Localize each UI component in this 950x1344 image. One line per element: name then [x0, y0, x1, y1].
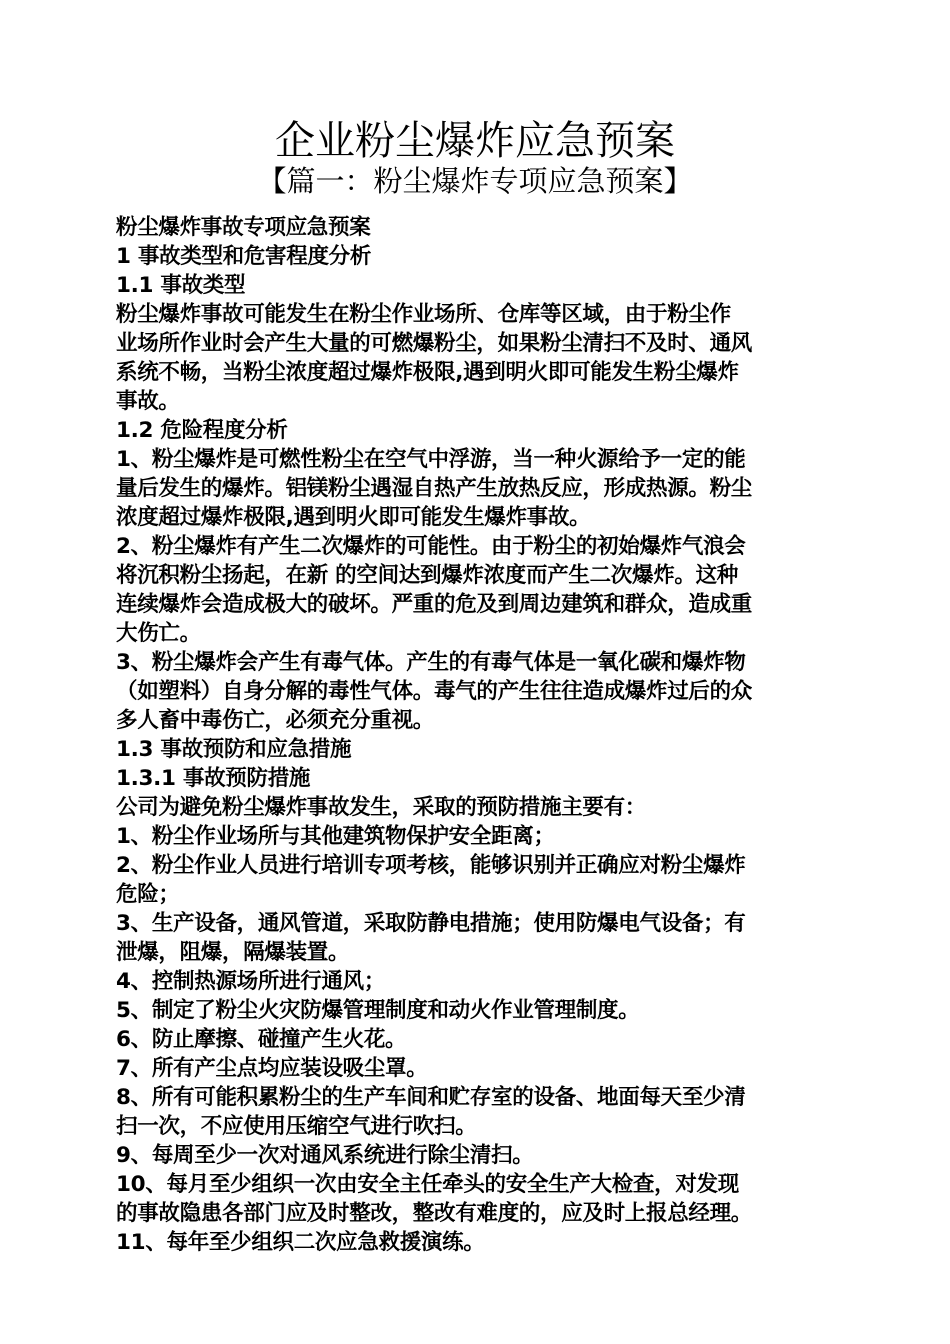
text-line: 连续爆炸会造成极大的破坏。严重的危及到周边建筑和群众，造成重	[116, 592, 753, 617]
text-line: 1 事故类型和危害程度分析	[116, 244, 372, 269]
text-line: 7、所有产尘点均应装设吸尘罩。	[116, 1056, 428, 1081]
text-line: 粉尘爆炸事故可能发生在粉尘作业场所、仓库等区域，由于粉尘作	[116, 302, 731, 327]
text-line: 4、控制热源场所进行通风；	[116, 969, 386, 994]
text-line: 大伤亡。	[116, 621, 201, 646]
text-line: 量后发生的爆炸。铝镁粉尘遇湿自热产生放热反应，形成热源。粉尘	[116, 476, 753, 501]
text-line: 将沉积粉尘扬起，在新 的空间达到爆炸浓度而产生二次爆炸。这种	[116, 563, 738, 588]
text-line: 2、粉尘爆炸有产生二次爆炸的可能性。由于粉尘的初始爆炸气浪会	[116, 534, 746, 559]
text-line: 多人畜中毒伤亡，必须充分重视。	[116, 708, 435, 733]
text-line: 事故。	[116, 389, 180, 414]
text-line: 1、粉尘爆炸是可燃性粉尘在空气中浮游，当一种火源给予一定的能	[116, 447, 746, 472]
text-line: 8、所有可能积累粉尘的生产车间和贮存室的设备、地面每天至少清	[116, 1085, 746, 1110]
text-line: 扫一次，不应使用压缩空气进行吹扫。	[116, 1114, 477, 1139]
text-line: 1、粉尘作业场所与其他建筑物保护安全距离；	[116, 824, 555, 849]
text-line: 浓度超过爆炸极限,遇到明火即可能发生爆炸事故。	[116, 505, 591, 530]
text-line: 公司为避免粉尘爆炸事故发生，采取的预防措施主要有：	[116, 795, 647, 820]
text-line: 业场所作业时会产生大量的可燃爆粉尘，如果粉尘清扫不及时、通风	[116, 331, 753, 356]
document-body	[116, 213, 838, 1257]
text-line: 的事故隐患各部门应及时整改，整改有难度的，应及时上报总经理。	[116, 1201, 753, 1226]
text-line: 1.1 事故类型	[116, 273, 246, 298]
text-line: 泄爆，阻爆，隔爆装置。	[116, 940, 350, 965]
text-line: 1.3.1 事故预防措施	[116, 766, 311, 791]
text-line: 粉尘爆炸事故专项应急预案	[116, 215, 371, 240]
text-line: 系统不畅，当粉尘浓度超过爆炸极限,遇到明火即可能发生粉尘爆炸	[116, 360, 739, 385]
text-line: 6、防止摩擦、碰撞产生火花。	[116, 1027, 407, 1052]
text-line: （如塑料）自身分解的毒性气体。毒气的产生往往造成爆炸过后的众	[116, 679, 753, 704]
text-line: 2、粉尘作业人员进行培训专项考核，能够识别并正确应对粉尘爆炸	[116, 853, 746, 878]
document-subtitle: 【篇一：粉尘爆炸专项应急预案】	[257, 164, 693, 198]
text-line: 1.3 事故预防和应急措施	[116, 737, 352, 762]
text-line: 10、每月至少组织一次由安全主任牵头的安全生产大检查，对发现	[116, 1172, 739, 1197]
text-line: 1.2 危险程度分析	[116, 418, 288, 443]
document-title: 企业粉尘爆炸应急预案	[275, 118, 675, 164]
text-line: 11、每年至少组织二次应急救援演练。	[116, 1230, 485, 1255]
text-line: 9、每周至少一次对通风系统进行除尘清扫。	[116, 1143, 534, 1168]
text-line: 3、生产设备，通风管道，采取防静电措施；使用防爆电气设备；有	[116, 911, 746, 936]
text-line: 3、粉尘爆炸会产生有毒气体。产生的有毒气体是一氧化碳和爆炸物	[116, 650, 746, 675]
text-line: 危险；	[116, 882, 180, 907]
text-line: 5、制定了粉尘火灾防爆管理制度和动火作业管理制度。	[116, 998, 640, 1023]
